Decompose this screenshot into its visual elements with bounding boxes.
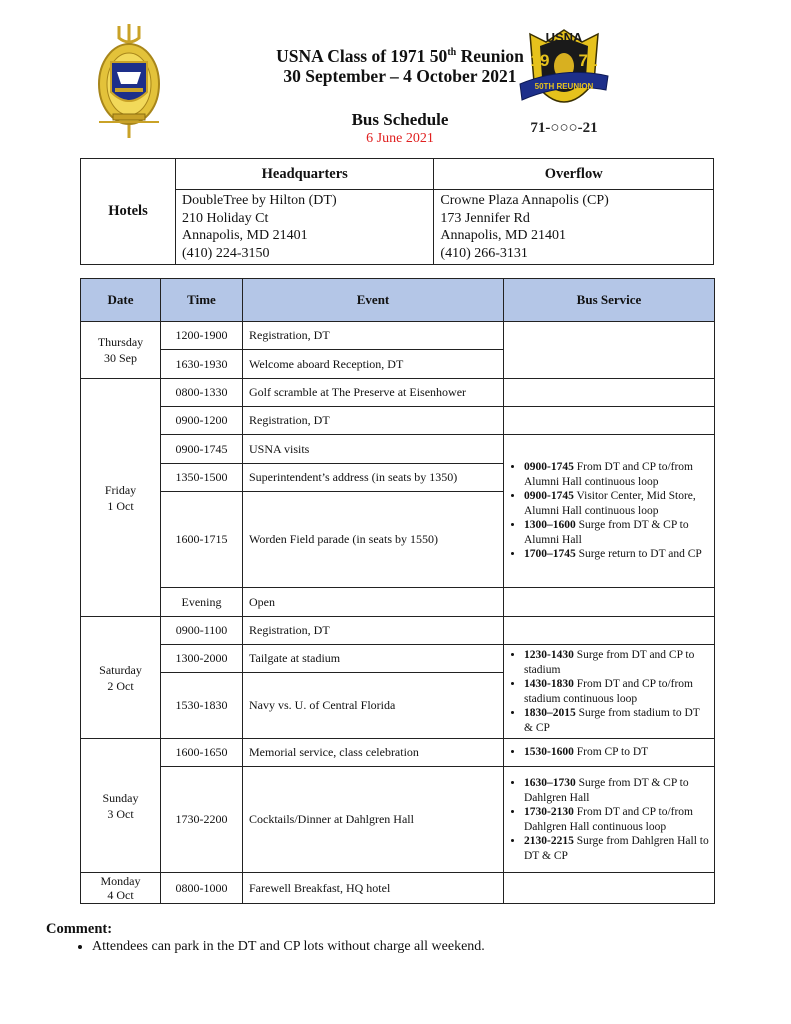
hotel-city: Annapolis, MD 21401 bbox=[440, 228, 567, 243]
event-cell: Superintendent’s address (in seats by 1350) bbox=[243, 464, 504, 492]
bus-service-list bbox=[510, 648, 710, 735]
time-cell: 1600-1715 bbox=[161, 492, 243, 588]
hotel-address-overflow bbox=[434, 190, 714, 265]
day-date: 3 Oct bbox=[107, 806, 134, 821]
event-cell: Registration, DT bbox=[243, 322, 504, 350]
svg-text:71: 71 bbox=[578, 51, 598, 70]
column-header-event: Event bbox=[243, 279, 504, 322]
day-name: Thursday bbox=[97, 335, 144, 349]
table-row bbox=[81, 322, 715, 350]
day-cell-friday bbox=[81, 379, 161, 617]
hotel-name: Crowne Plaza Annapolis (CP) bbox=[440, 193, 609, 208]
event-cell: Memorial service, class celebration bbox=[243, 739, 504, 767]
day-cell-saturday bbox=[81, 617, 161, 739]
column-header-bus-service: Bus Service bbox=[504, 279, 715, 322]
day-date: 1 Oct bbox=[107, 498, 134, 513]
event-cell: Golf scramble at The Preserve at Eisenhower bbox=[243, 379, 504, 407]
svg-text:USNA: USNA bbox=[545, 30, 583, 45]
column-header-time: Time bbox=[161, 279, 243, 322]
time-cell: 0900-1100 bbox=[161, 617, 243, 645]
time-cell: 0800-1000 bbox=[161, 873, 243, 904]
time-cell: 1300-2000 bbox=[161, 645, 243, 673]
bus-service-cell bbox=[504, 645, 715, 739]
bus-service-item: • 1530-1600 From CP to DT bbox=[524, 745, 710, 760]
day-cell-monday bbox=[81, 873, 161, 904]
event-cell: Welcome aboard Reception, DT bbox=[243, 350, 504, 379]
hotel-phone: (410) 224-3150 bbox=[182, 245, 270, 261]
bus-service-item: • 0900-1745 Visitor Center, Mid Store, Alumni Hall continuous loop bbox=[524, 489, 710, 518]
hotel-column-header: Overflow bbox=[434, 159, 714, 190]
event-cell: Farewell Breakfast, HQ hotel bbox=[243, 873, 504, 904]
day-name: Friday bbox=[104, 482, 137, 497]
hotel-column-header: Headquarters bbox=[176, 159, 434, 190]
time-cell: 0900-1200 bbox=[161, 407, 243, 435]
document-title bbox=[250, 43, 550, 86]
bus-service-cell bbox=[504, 407, 715, 435]
naval-academy-crest-icon bbox=[93, 22, 165, 140]
table-row bbox=[81, 645, 715, 673]
bus-service-item: • 2130-2215 Surge from Dahlgren Hall to DT & CP bbox=[524, 834, 710, 863]
table-row bbox=[81, 767, 715, 873]
time-cell: 1350-1500 bbox=[161, 464, 243, 492]
bus-service-cell bbox=[504, 322, 715, 379]
svg-text:50TH REUNION: 50TH REUNION bbox=[534, 82, 594, 91]
schedule-table bbox=[80, 278, 715, 904]
bus-service-cell bbox=[504, 767, 715, 873]
bus-service-item: • 1730-2130 From DT and CP to/from Dahlgren Hall continuous loop bbox=[524, 805, 710, 834]
schedule-header-row bbox=[81, 279, 715, 322]
comment-list bbox=[70, 939, 485, 955]
svg-text:19: 19 bbox=[530, 51, 550, 70]
bus-service-item: • 1300–1600 Surge from DT & CP to Alumni Hall bbox=[524, 518, 710, 547]
hotel-street: 173 Jennifer Rd bbox=[440, 210, 530, 226]
hotel-city: Annapolis, MD 21401 bbox=[182, 228, 308, 243]
day-cell-sunday bbox=[81, 739, 161, 873]
revision-date: 6 June 2021 bbox=[366, 131, 434, 146]
reunion-title: USNA Class of 1971 50th Reunion bbox=[276, 45, 524, 66]
day-date: 30 Sep bbox=[104, 351, 137, 365]
day-date: 4 Oct bbox=[107, 888, 134, 902]
bus-service-item: • 1430-1830 From DT and CP to/from stadium continuous loop bbox=[524, 677, 710, 706]
day-cell-thursday bbox=[81, 322, 161, 379]
event-cell: Registration, DT bbox=[243, 407, 504, 435]
table-row bbox=[81, 588, 715, 617]
table-row bbox=[81, 617, 715, 645]
bus-service-cell bbox=[504, 617, 715, 645]
time-cell: 1530-1830 bbox=[161, 673, 243, 739]
table-row bbox=[81, 407, 715, 435]
hotels-row-label: Hotels bbox=[81, 159, 176, 265]
svg-text:71-○○○-21: 71-○○○-21 bbox=[530, 120, 598, 136]
event-cell: Tailgate at stadium bbox=[243, 645, 504, 673]
comment-item: • Attendees can park in the DT and CP lots without charge all weekend. bbox=[92, 939, 485, 955]
bus-service-cell bbox=[504, 873, 715, 904]
time-cell: Evening bbox=[161, 588, 243, 617]
reunion-dates: 30 September – 4 October 2021 bbox=[283, 65, 517, 86]
bus-service-list bbox=[510, 776, 710, 863]
bus-service-item: • 1630–1730 Surge from DT & CP to Dahlgren Hall bbox=[524, 776, 710, 805]
time-cell: 1630-1930 bbox=[161, 350, 243, 379]
bus-service-cell bbox=[504, 435, 715, 588]
day-name: Sunday bbox=[102, 790, 139, 805]
table-row bbox=[81, 873, 715, 904]
event-cell: USNA visits bbox=[243, 435, 504, 464]
hotel-phone: (410) 266-3131 bbox=[440, 245, 528, 261]
hotel-name: DoubleTree by Hilton (DT) bbox=[182, 193, 337, 208]
time-cell: 1600-1650 bbox=[161, 739, 243, 767]
hotels-table bbox=[80, 158, 714, 265]
hotels-header-row bbox=[81, 159, 714, 190]
table-row bbox=[81, 739, 715, 767]
event-cell: Cocktails/Dinner at Dahlgren Hall bbox=[243, 767, 504, 873]
bus-service-cell bbox=[504, 379, 715, 407]
table-row bbox=[81, 379, 715, 407]
column-header-date: Date bbox=[81, 279, 161, 322]
time-cell: 0800-1330 bbox=[161, 379, 243, 407]
event-cell: Worden Field parade (in seats by 1550) bbox=[243, 492, 504, 588]
bus-service-list bbox=[510, 745, 710, 760]
day-date: 2 Oct bbox=[107, 678, 134, 693]
bus-service-item: • 1230-1430 Surge from DT and CP to stadium bbox=[524, 648, 710, 677]
time-cell: 0900-1745 bbox=[161, 435, 243, 464]
hotel-address-hq bbox=[176, 190, 434, 265]
bus-service-list bbox=[510, 460, 710, 562]
event-cell: Registration, DT bbox=[243, 617, 504, 645]
bus-service-cell bbox=[504, 588, 715, 617]
bus-service-item: • 1700–1745 Surge return to DT and CP bbox=[524, 547, 710, 562]
event-cell: Navy vs. U. of Central Florida bbox=[243, 673, 504, 739]
comment-label: Comment: bbox=[46, 921, 113, 937]
day-name: Saturday bbox=[99, 662, 142, 677]
table-row bbox=[81, 435, 715, 464]
bus-schedule-heading: Bus Schedule bbox=[351, 110, 449, 129]
bus-service-item: • 1830–2015 Surge from stadium to DT & CP bbox=[524, 706, 710, 735]
class-of-1971-crest-icon bbox=[516, 26, 612, 138]
time-cell: 1730-2200 bbox=[161, 767, 243, 873]
time-cell: 1200-1900 bbox=[161, 322, 243, 350]
bus-service-cell bbox=[504, 739, 715, 767]
bus-service-item: • 0900-1745 From DT and CP to/from Alumni Hall continuous loop bbox=[524, 460, 710, 489]
day-name: Monday bbox=[100, 874, 141, 888]
hotel-street: 210 Holiday Ct bbox=[182, 210, 269, 226]
event-cell: Open bbox=[243, 588, 504, 617]
hotels-address-row bbox=[81, 190, 714, 265]
